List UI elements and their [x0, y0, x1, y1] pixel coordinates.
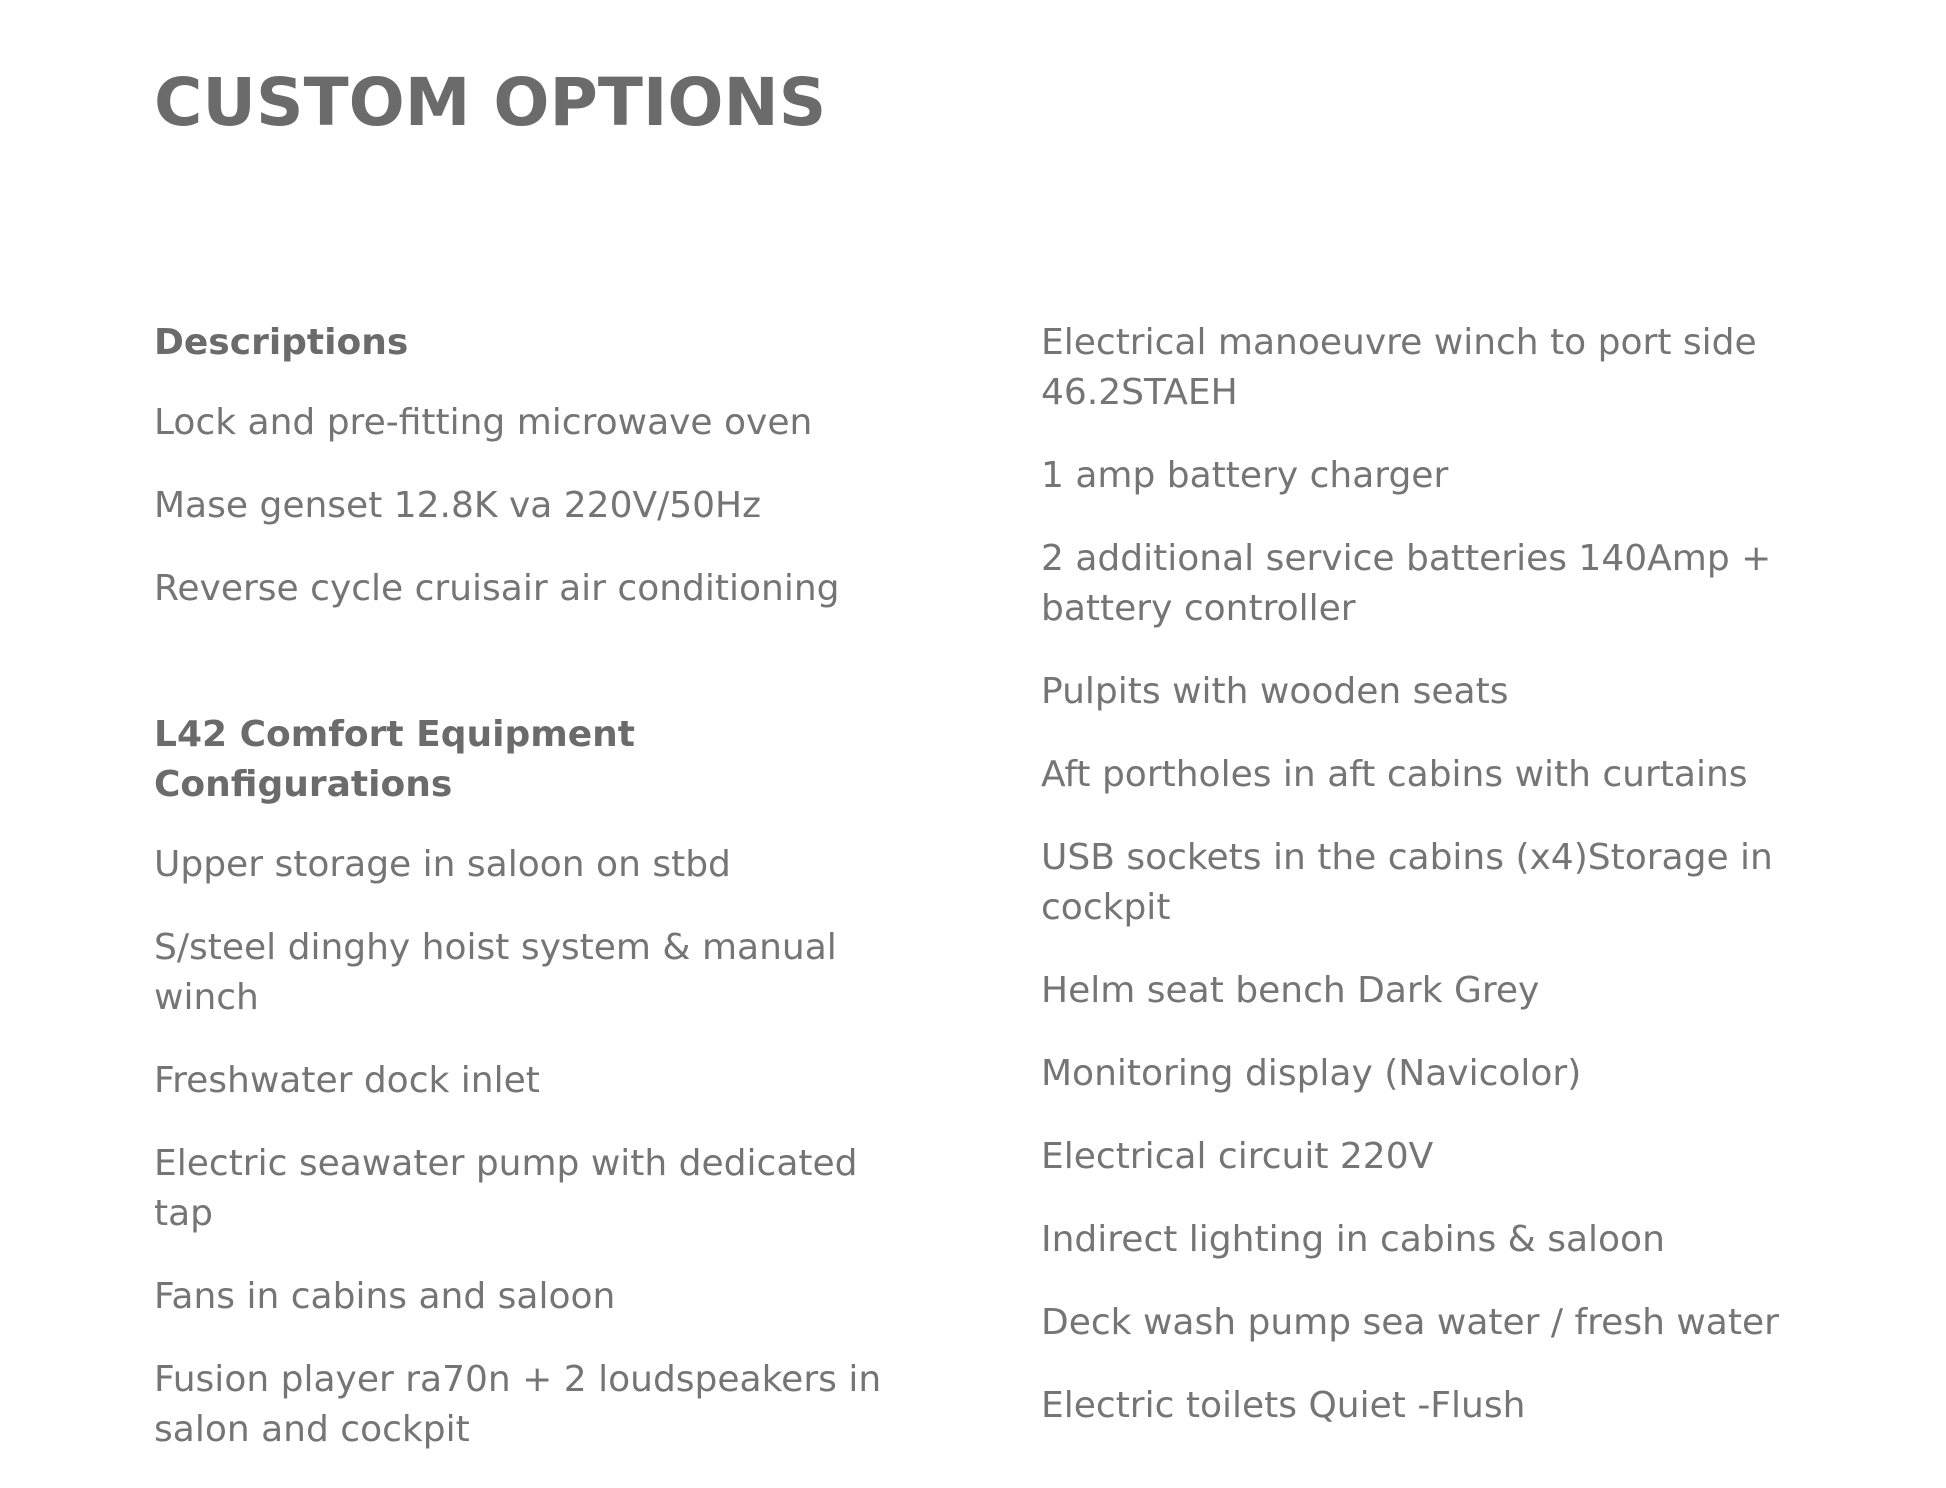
list-item: Electric seawater pump with dedicated tap — [154, 1143, 858, 1234]
list-item: Pulpits with wooden seats — [1041, 671, 1509, 712]
list-item: 2 additional service batteries 140Amp + battery controller — [1041, 538, 1772, 629]
list-item: Indirect lighting in cabins & saloon — [1041, 1219, 1665, 1260]
comfort-equipment-list — [154, 840, 914, 1455]
list-item: Electrical manoeuvre winch to port side 46.2STAEH — [1041, 322, 1757, 413]
list-item: S/steel dinghy hoist system & manual winch — [154, 927, 837, 1018]
descriptions-heading: Descriptions — [154, 322, 409, 363]
options-list — [1041, 318, 1801, 1431]
list-item: 1 amp battery charger — [1041, 455, 1449, 496]
list-item: Freshwater dock inlet — [154, 1060, 540, 1101]
left-column — [154, 318, 914, 1488]
list-item: USB sockets in the cabins (x4)Storage in cockpit — [1041, 837, 1773, 928]
list-item: Reverse cycle cruisair air conditioning — [154, 568, 840, 609]
comfort-equipment-heading: L42 Comfort Equipment Configurations — [154, 714, 635, 805]
list-item: Electrical circuit 220V — [1041, 1136, 1434, 1177]
list-item: Lock and pre-fitting microwave oven — [154, 402, 813, 443]
list-item: Fans in cabins and saloon — [154, 1276, 616, 1317]
list-item: Mase genset 12.8K va 220V/50Hz — [154, 485, 762, 526]
right-column — [1041, 318, 1801, 1464]
list-item: Helm seat bench Dark Grey — [1041, 970, 1540, 1011]
list-item: Fusion player ra70n + 2 loudspeakers in salon and cockpit — [154, 1359, 882, 1450]
descriptions-list — [154, 398, 914, 614]
list-item: Monitoring display (Navicolor) — [1041, 1053, 1582, 1094]
list-item: Deck wash pump sea water / fresh water — [1041, 1302, 1779, 1343]
list-item: Upper storage in saloon on stbd — [154, 844, 731, 885]
list-item: Electric toilets Quiet -Flush — [1041, 1385, 1526, 1426]
list-item: Aft portholes in aft cabins with curtains — [1041, 754, 1748, 795]
page-title: CUSTOM OPTIONS — [154, 64, 827, 141]
